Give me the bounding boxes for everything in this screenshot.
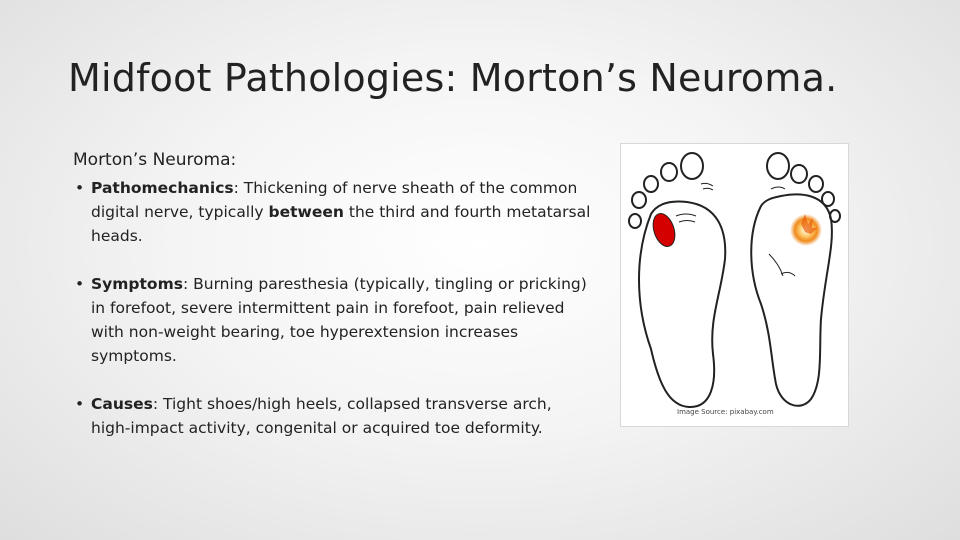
bullet-symptoms xyxy=(73,272,593,368)
bullet-emphasis: between xyxy=(268,203,344,221)
bullet-marker: • xyxy=(75,395,85,413)
slide-title: Midfoot Pathologies: Morton’s Neuroma. xyxy=(68,56,838,100)
bullet-term: Symptoms xyxy=(91,275,183,293)
left-foot xyxy=(629,153,725,407)
bullet-marker: • xyxy=(75,275,85,293)
bullet-text: the third and fourth metatarsal heads. xyxy=(91,203,591,245)
bullet-marker: • xyxy=(75,179,85,197)
bullet-text: Tight shoes/high heels, collapsed transverse arch, high-impact activity, congenital or acquired toe deformity. xyxy=(91,395,552,437)
bullet-text: Burning paresthesia (typically, tingling or pricking) in forefoot, severe intermittent pain in forefoot, pain relieved with non-weight bearing, toe hyperextension increases symptoms. xyxy=(91,275,587,365)
bullet-term: Pathomechanics xyxy=(91,179,234,197)
neuroma-marker xyxy=(649,211,679,250)
bullet-term: Causes xyxy=(91,395,153,413)
foot-diagram xyxy=(621,144,848,426)
bullet-pathomechanics xyxy=(73,176,593,248)
bullet-separator: : xyxy=(233,179,244,197)
bullet-separator: : xyxy=(152,395,163,413)
bullet-separator: : xyxy=(182,275,194,293)
image-credit: Image Source: pixabay.com xyxy=(677,408,774,416)
bullet-causes xyxy=(73,392,593,440)
subheading: Morton’s Neuroma: xyxy=(73,150,237,170)
foot-illustration xyxy=(620,143,849,427)
bullet-text: Thickening of nerve sheath of the common digital nerve, typically xyxy=(91,179,578,221)
right-foot xyxy=(751,153,840,406)
slide-body xyxy=(73,150,593,464)
bullet-list xyxy=(73,176,593,440)
